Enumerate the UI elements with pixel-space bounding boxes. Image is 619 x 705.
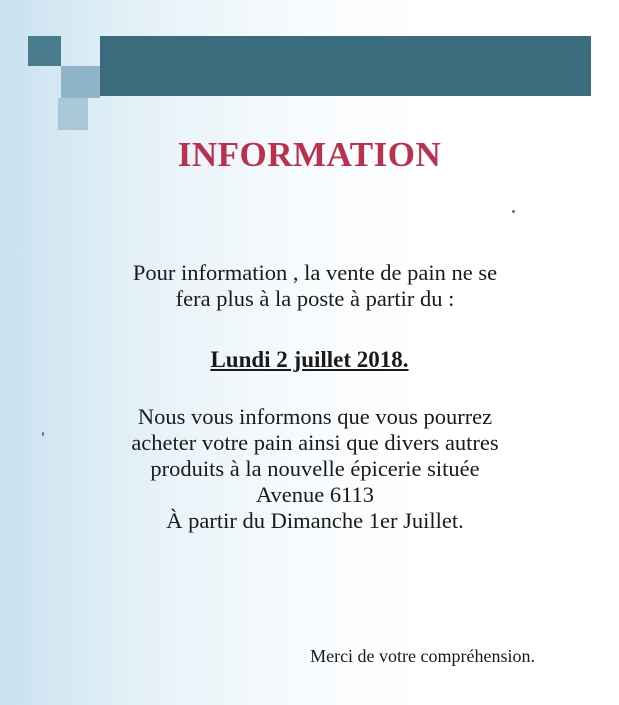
closing-text: Merci de votre compréhension. — [310, 646, 535, 666]
decor-square-1 — [28, 36, 61, 66]
body-line: Nous vous informons que vous pourrez — [137, 404, 493, 429]
decor-square-3 — [58, 98, 88, 130]
body-line: acheter votre pain ainsi que divers autres — [131, 430, 499, 455]
header-banner — [100, 36, 591, 96]
intro-line: Pour information , la vente de pain ne se — [132, 260, 498, 285]
decor-square-2 — [61, 66, 100, 98]
intro-paragraph — [40, 260, 590, 312]
body-paragraph — [40, 404, 590, 534]
body-line: Avenue 6113 — [255, 482, 375, 507]
effective-date: Lundi 2 juillet 2018. — [210, 347, 409, 372]
body-line: À partir du Dimanche 1er Juillet. — [166, 508, 464, 533]
intro-line: fera plus à la poste à partir du : — [175, 286, 455, 311]
body-line: produits à la nouvelle épicerie située — [150, 456, 480, 481]
scan-speck — [512, 210, 515, 213]
notice-title: INFORMATION — [177, 135, 442, 174]
